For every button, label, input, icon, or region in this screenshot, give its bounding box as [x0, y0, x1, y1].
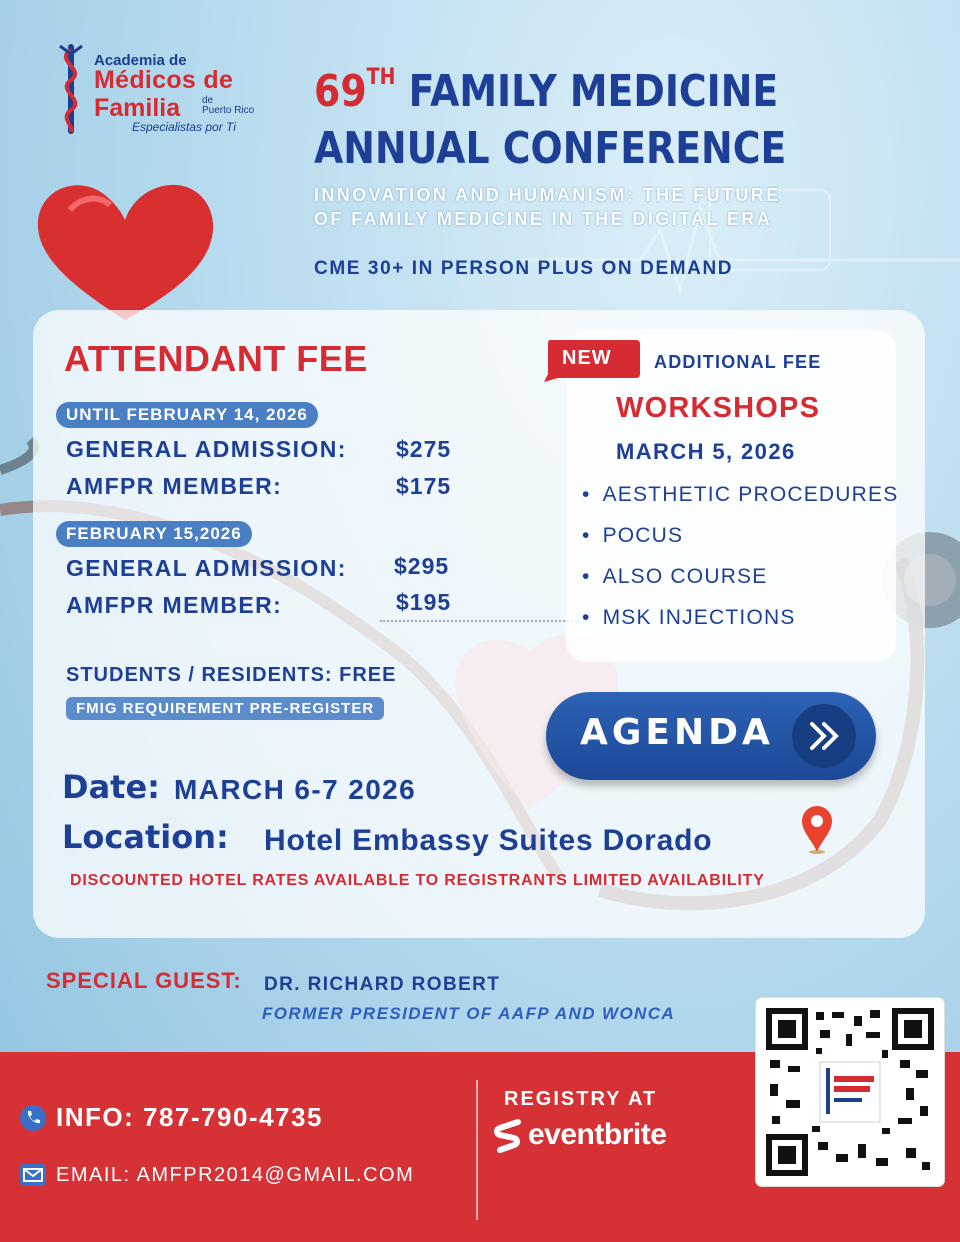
workshops-date: MARCH 5, 2026: [616, 439, 796, 464]
conference-subtitle: INNOVATION AND HUMANISM: THE FUTURE OF FAMILY MEDICINE IN THE DIGITAL ERA: [314, 185, 781, 229]
special-guest-role: FORMER PRESIDENT OF AAFP AND WONCA: [262, 1004, 676, 1023]
additional-fee-label: ADDITIONAL FEE: [654, 352, 822, 372]
list-item: • POCUS: [582, 523, 898, 564]
date-value: MARCH 6-7 2026: [174, 774, 417, 805]
eventbrite-link[interactable]: eventbrite: [528, 1118, 667, 1151]
workshops-title: WORKSHOPS: [616, 392, 821, 424]
early-general-price: $275: [396, 436, 452, 462]
registration-qr-code[interactable]: [756, 998, 944, 1186]
list-item: • MSK INJECTIONS: [582, 605, 898, 646]
info-phone[interactable]: INFO: 787-790-4735: [56, 1102, 323, 1132]
late-deadline-pill: FEBRUARY 15,2026: [56, 521, 252, 547]
agenda-label: AGENDA: [580, 712, 774, 753]
info-email[interactable]: EMAIL: AMFPR2014@GMAIL.COM: [56, 1164, 415, 1186]
late-general-label: GENERAL ADMISSION:: [66, 555, 347, 581]
title-line2: ANNUAL CONFERENCE: [314, 123, 787, 174]
special-guest-name: DR. RICHARD ROBERT: [264, 974, 501, 995]
edition-number: 69: [314, 66, 367, 117]
title-line1: [314, 50, 864, 120]
footer-divider: [476, 1080, 478, 1220]
early-deadline-pill: UNTIL FEBRUARY 14, 2026: [56, 402, 318, 428]
academy-logo: [52, 38, 292, 138]
dotted-divider: [380, 620, 580, 622]
early-member-label: AMFPR MEMBER:: [66, 473, 283, 499]
logo-line3: Familia: [94, 94, 181, 122]
logo-line2: Médicos de: [94, 66, 234, 94]
late-member-price: $195: [396, 589, 452, 615]
date-label: Date:: [62, 768, 160, 806]
attendant-fee-title: ATTENDANT FEE: [64, 338, 368, 379]
location-label: Location:: [62, 818, 229, 856]
workshops-list: [582, 482, 898, 646]
logo-line1: Academia de: [94, 52, 187, 69]
edition-suffix: TH: [366, 65, 396, 90]
double-chevron-right-icon: [792, 704, 856, 768]
phone-icon: [20, 1105, 46, 1131]
agenda-button[interactable]: [546, 692, 876, 780]
late-general-price: $295: [394, 553, 450, 579]
qr-pattern: [766, 1008, 934, 1176]
students-fee: STUDENTS / RESIDENTS: FREE: [66, 664, 397, 686]
list-item: • AESTHETIC PROCEDURES: [582, 482, 898, 523]
early-general-label: GENERAL ADMISSION:: [66, 436, 347, 462]
conference-title: [314, 50, 954, 178]
location-pin-icon: [800, 804, 834, 854]
email-icon: [20, 1164, 46, 1186]
late-member-label: AMFPR MEMBER:: [66, 592, 283, 618]
eventbrite-logo-icon: [494, 1118, 522, 1156]
registry-label: REGISTRY AT: [504, 1088, 658, 1110]
early-member-price: $175: [396, 473, 452, 499]
cme-credits: CME 30+ IN PERSON PLUS ON DEMAND: [314, 258, 734, 279]
red-heart-icon: [30, 175, 220, 325]
logo-line4: de Puerto Rico: [202, 95, 255, 116]
title-rest: FAMILY MEDICINE: [408, 66, 779, 117]
logo-tagline: Especialistas por Ti: [132, 120, 236, 134]
caduceus-icon: [52, 40, 90, 136]
hotel-rates-note: DISCOUNTED HOTEL RATES AVAILABLE TO REGISTRANTS LIMITED AVAILABILITY: [70, 872, 765, 889]
special-guest-label: SPECIAL GUEST:: [46, 968, 242, 993]
list-item: • ALSO COURSE: [582, 564, 898, 605]
new-badge: NEW: [562, 347, 612, 369]
location-value: Hotel Embassy Suites Dorado: [264, 824, 713, 857]
fmig-pill: FMIG REQUIREMENT PRE-REGISTER: [66, 697, 384, 720]
